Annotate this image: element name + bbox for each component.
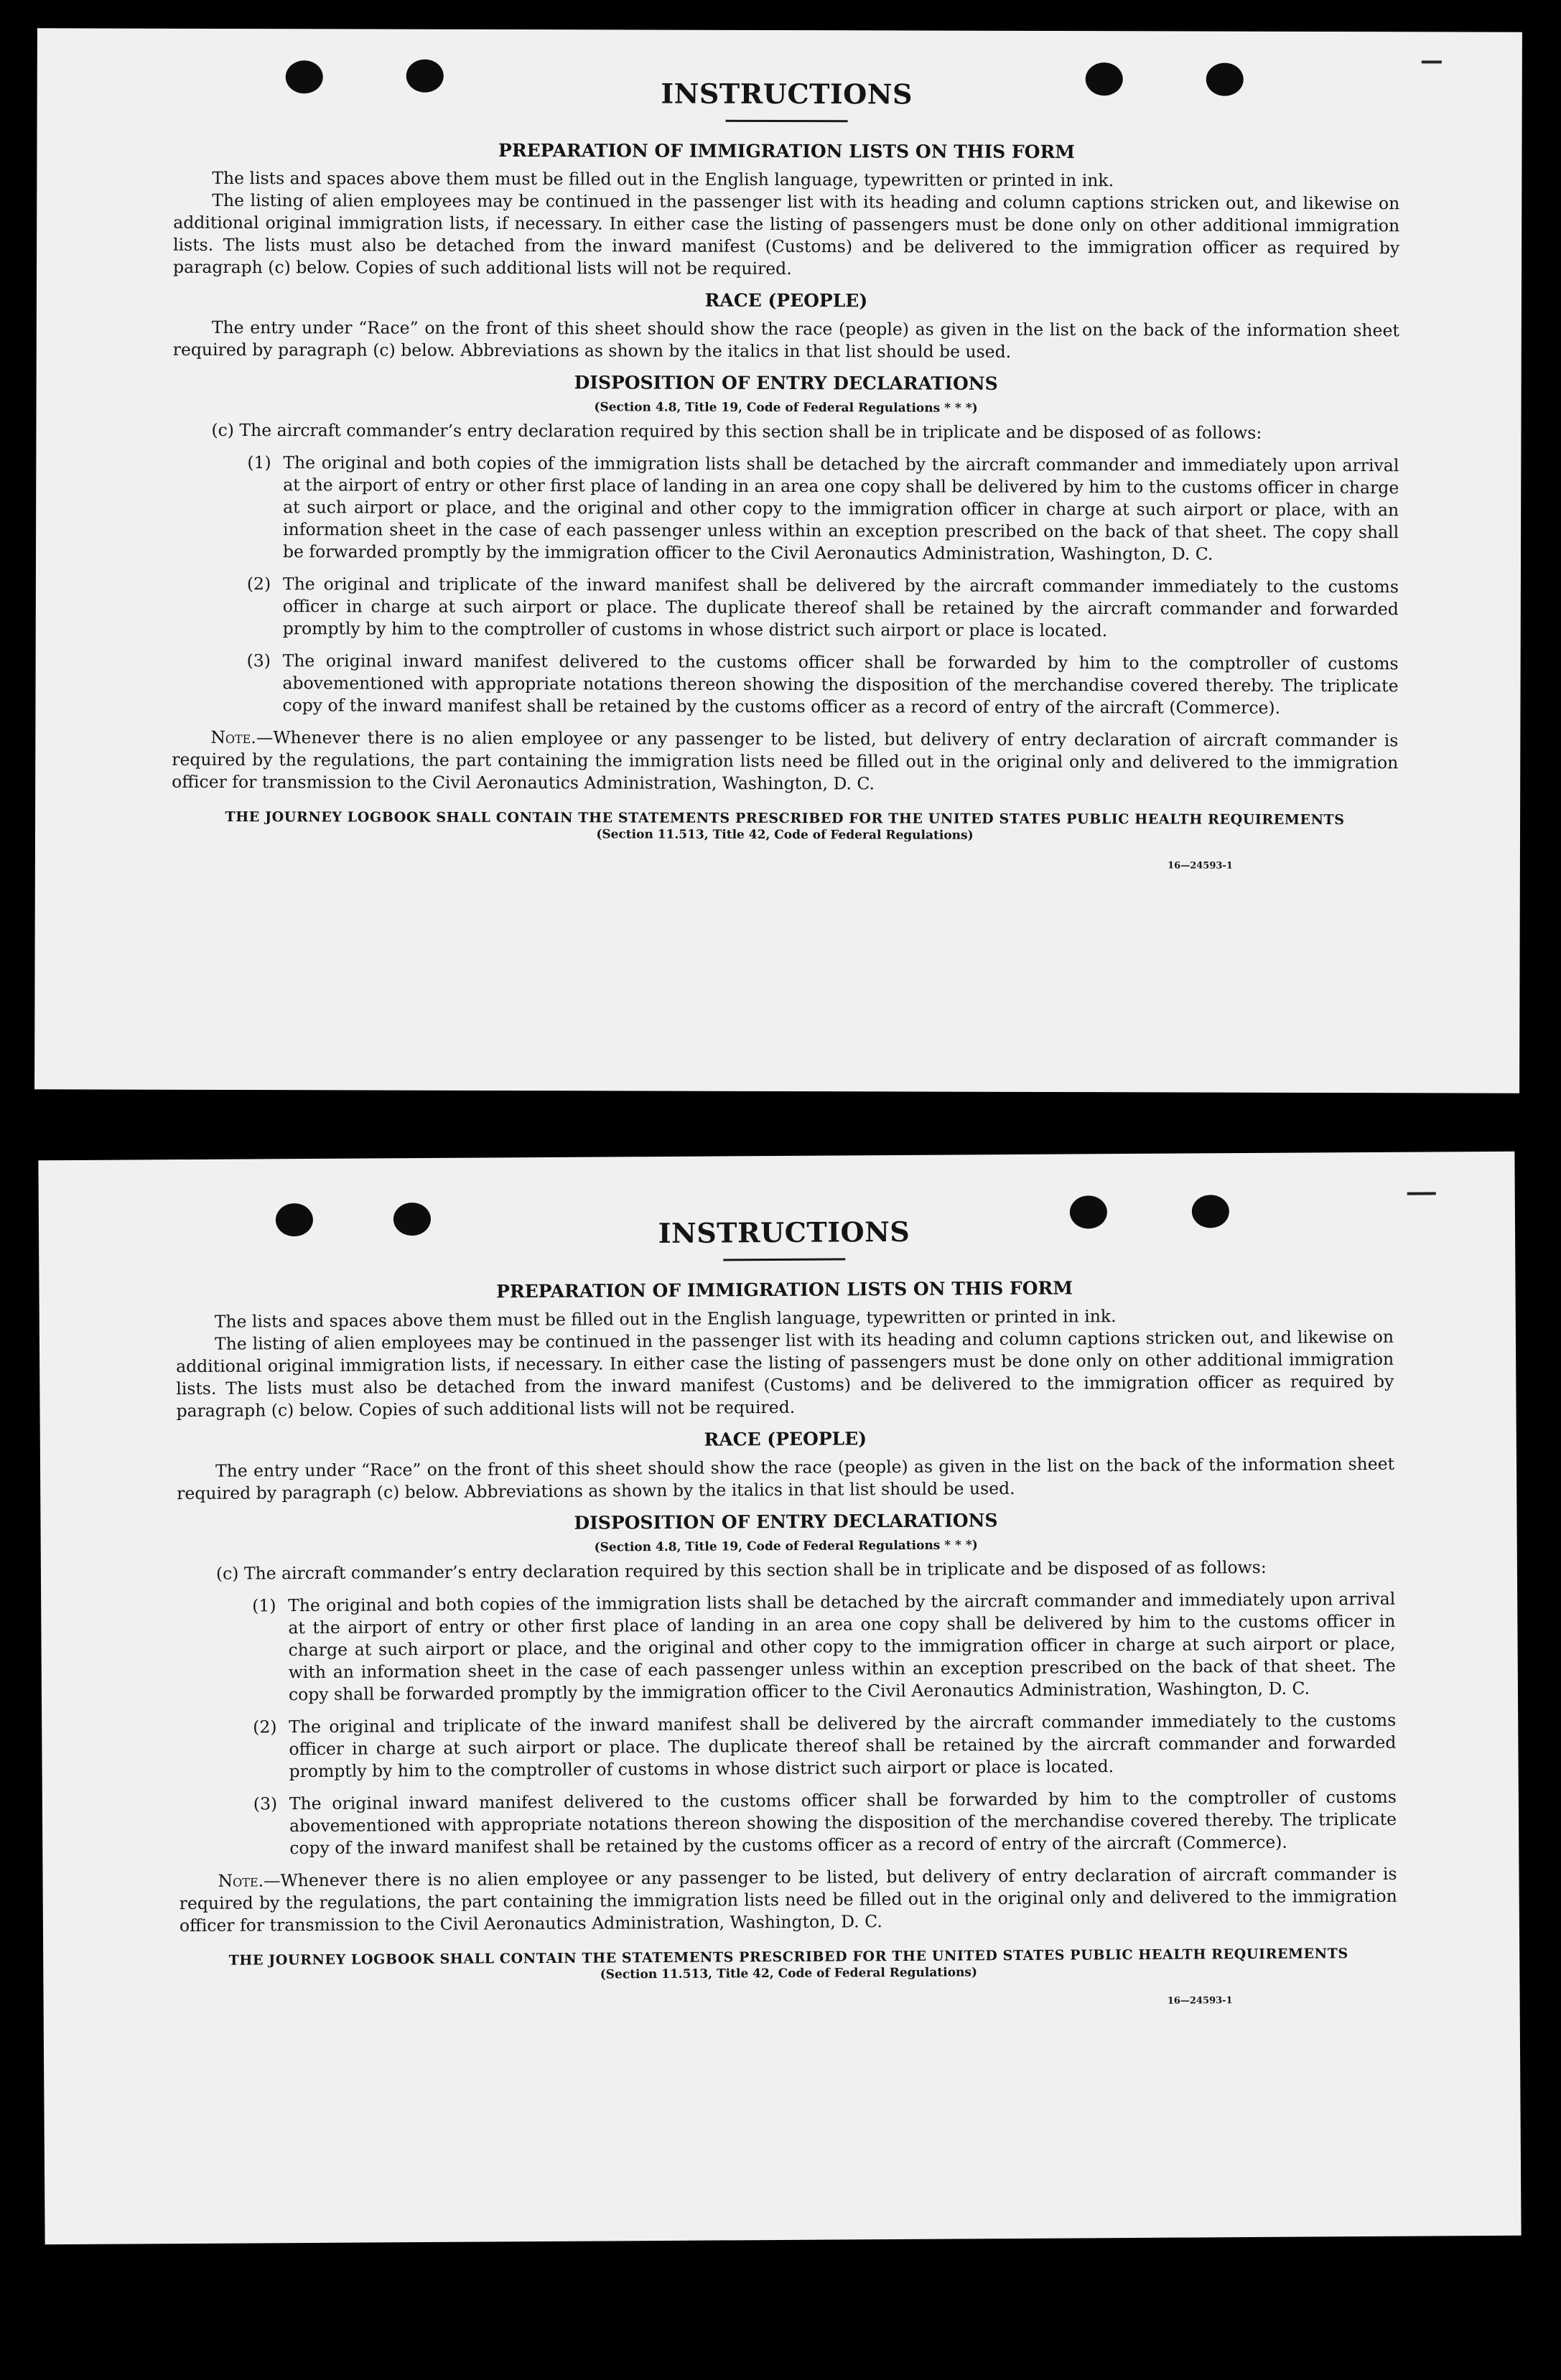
- section-heading-preparation: PREPARATION OF IMMIGRATION LISTS ON THIS FORM: [496, 1277, 1073, 1302]
- instruction-sheet-top: [34, 28, 1522, 1093]
- list-item: [178, 1709, 1397, 1783]
- public-health-citation: (Section 11.513, Title 42, Code of Federal Regulations): [596, 827, 974, 843]
- race-paragraph: The entry under “Race” on the front of this sheet should show the race (people) as given in the list on the back of the information sheet required by paragraph (c) below. Abbreviations as shown by the italics in that list should be used.: [172, 317, 1399, 362]
- preparation-paragraph-2: The listing of alien employees may be continued in the passenger list with its heading and column captions stricken out, and likewise on additional original immigration lists, if necessary. In either case the listing of passengers must be done only on other additional immigration lists. The lists must also be detached from the inward manifest (Customs) and be delivered to the immigration officer as required by paragraph (c) below. Copies of such additional lists will not be required.: [176, 1326, 1394, 1422]
- note-label: Note.: [210, 727, 256, 748]
- item-text: The original and triplicate of the inward manifest shall be delivered by the aircraft commander immediately to the customs officer in charge at such airport or place. The duplicate thereof shall be retained by the aircraft commander and forwarded promptly by him to the comptroller of customs in whose district such airport or place is located.: [282, 574, 1399, 641]
- public-health-notice: THE JOURNEY LOGBOOK SHALL CONTAIN THE STATEMENTS PRESCRIBED FOR THE UNITED STATES PUBLIC HEALTH REQUIREMENTS: [225, 808, 1345, 829]
- preparation-paragraph-1: The lists and spaces above them must be filled out in the English language, typewritten or printed in ink.: [212, 167, 1114, 191]
- list-item: [179, 1786, 1397, 1860]
- list-item: [172, 573, 1399, 643]
- instruction-sheet-bottom: [38, 1152, 1521, 2245]
- section-heading-preparation: PREPARATION OF IMMIGRATION LISTS ON THIS FORM: [498, 139, 1075, 163]
- list-item: [172, 650, 1398, 719]
- section-heading-race: RACE (PEOPLE): [704, 1428, 867, 1450]
- race-paragraph: The entry under “Race” on the front of this sheet should show the race (people) as given in the list on the back of the information sheet required by paragraph (c) below. Abbreviations as shown by the italics in that list should be used.: [177, 1453, 1395, 1504]
- section-heading-disposition: DISPOSITION OF ENTRY DECLARATIONS: [574, 372, 998, 394]
- note-text: —Whenever there is no alien employee or any passenger to be listed, but delivery of entry declaration of aircraft commander is required by the regulations, the part containing the immigration lists need be filled out in the original only and delivered to the immigration officer for transmission to the Civil Aeronautics Administration, Washington, D. C.: [179, 1863, 1397, 1936]
- title-rule: [723, 1258, 845, 1261]
- public-health-citation: (Section 11.513, Title 42, Code of Federal Regulations): [600, 1965, 978, 1982]
- stray-mark: [1422, 60, 1442, 63]
- sheet-content: [172, 76, 1400, 872]
- item-number: (2): [253, 1717, 277, 1737]
- note-label: Note.: [218, 1870, 264, 1891]
- title-rule: [726, 120, 848, 122]
- disposition-intro: (c) The aircraft commander’s entry declaration required by this section shall be in triplicate and be disposed of as follows:: [211, 419, 1262, 443]
- disposition-intro: (c) The aircraft commander’s entry declaration required by this section shall be in triplicate and be disposed of as follows:: [215, 1557, 1267, 1584]
- list-item: [177, 1588, 1396, 1707]
- item-text: The original inward manifest delivered to the customs officer shall be forwarded by him to the comptroller of customs abovementioned with appropriate notations thereon showing the disposition of the merchandise covered thereby. The triplicate copy of the inward manifest shall be retained by the customs officer as a record of entry of the aircraft (Commerce).: [282, 650, 1399, 718]
- page-title: INSTRUCTIONS: [658, 1215, 910, 1250]
- section-heading-race: RACE (PEOPLE): [704, 289, 868, 312]
- item-text: The original inward manifest delivered to the customs officer shall be forwarded by him to the comptroller of customs abovementioned with appropriate notations thereon showing the disposition of the merchandise covered thereby. The triplicate copy of the inward manifest shall be retained by the customs officer as a record of entry of the aircraft (Commerce).: [289, 1786, 1397, 1859]
- list-item: [172, 452, 1399, 566]
- form-number: 16—24593-1: [1167, 1995, 1233, 2007]
- note-text: —Whenever there is no alien employee or any passenger to be listed, but delivery of entry declaration of aircraft commander is required by the regulations, the part containing the immigration lists need be filled out in the original only and delivered to the immigration officer for transmission to the Civil Aeronautics Administration, Washington, D. C.: [172, 727, 1399, 794]
- disposition-citation: (Section 4.8, Title 19, Code of Federal Regulations * * *): [594, 1538, 978, 1555]
- item-number: (1): [252, 1595, 276, 1616]
- sheet-content: [175, 1213, 1398, 2012]
- form-number: 16—24593-1: [1168, 860, 1233, 872]
- stray-mark: [1407, 1192, 1436, 1195]
- page-title: INSTRUCTIONS: [661, 77, 913, 111]
- note-paragraph: [179, 1863, 1397, 1937]
- item-number: (2): [246, 574, 271, 594]
- item-text: The original and both copies of the immigration lists shall be detached by the aircraft commander and immediately upon arrival at the airport of entry or other first place of landing in an area one copy shall be delivered by him to the customs officer in charge at such airport or place, and the original and other copy to the immigration officer in charge at such airport or place, with an information sheet in the case of each passenger unless within an exception prescribed on the back of that sheet. The copy shall be forwarded promptly by the immigration officer to the Civil Aeronautics Administration, Washington, D. C.: [282, 452, 1399, 564]
- item-text: The original and triplicate of the inward manifest shall be delivered by the aircraft commander immediately to the customs officer in charge at such airport or place. The duplicate thereof shall be retained by the aircraft commander and forwarded promptly by him to the comptroller of customs in whose district such airport or place is located.: [289, 1709, 1397, 1782]
- item-number: (1): [247, 452, 271, 473]
- item-number: (3): [246, 650, 271, 671]
- preparation-paragraph-2: The listing of alien employees may be continued in the passenger list with its heading and column captions stricken out, and likewise on additional original immigration lists, if necessary. In either case the listing of passengers must be done only on other additional immigration lists. The lists must also be detached from the inward manifest (Customs) and be delivered to the immigration officer as required by paragraph (c) below. Copies of such additional lists will not be required.: [173, 190, 1400, 279]
- item-text: The original and both copies of the immigration lists shall be detached by the aircraft commander and immediately upon arrival at the airport of entry or other first place of landing in an area one copy shall be delivered by him to the customs officer in charge at such airport or place, and the original and other copy to the immigration officer in charge at such airport or place, with an information sheet in the case of each passenger unless within an exception prescribed on the back of that sheet. The copy shall be forwarded promptly by the immigration officer to the Civil Aeronautics Administration, Washington, D. C.: [288, 1588, 1396, 1705]
- public-health-notice: THE JOURNEY LOGBOOK SHALL CONTAIN THE STATEMENTS PRESCRIBED FOR THE UNITED STATES PUBLIC HEALTH REQUIREMENTS: [228, 1946, 1348, 1969]
- note-paragraph: [172, 727, 1398, 796]
- section-heading-disposition: DISPOSITION OF ENTRY DECLARATIONS: [574, 1510, 998, 1534]
- item-number: (3): [253, 1793, 278, 1814]
- disposition-citation: (Section 4.8, Title 19, Code of Federal Regulations * * *): [594, 400, 978, 416]
- preparation-paragraph-1: The lists and spaces above them must be filled out in the English language, typewritten or printed in ink.: [214, 1306, 1117, 1332]
